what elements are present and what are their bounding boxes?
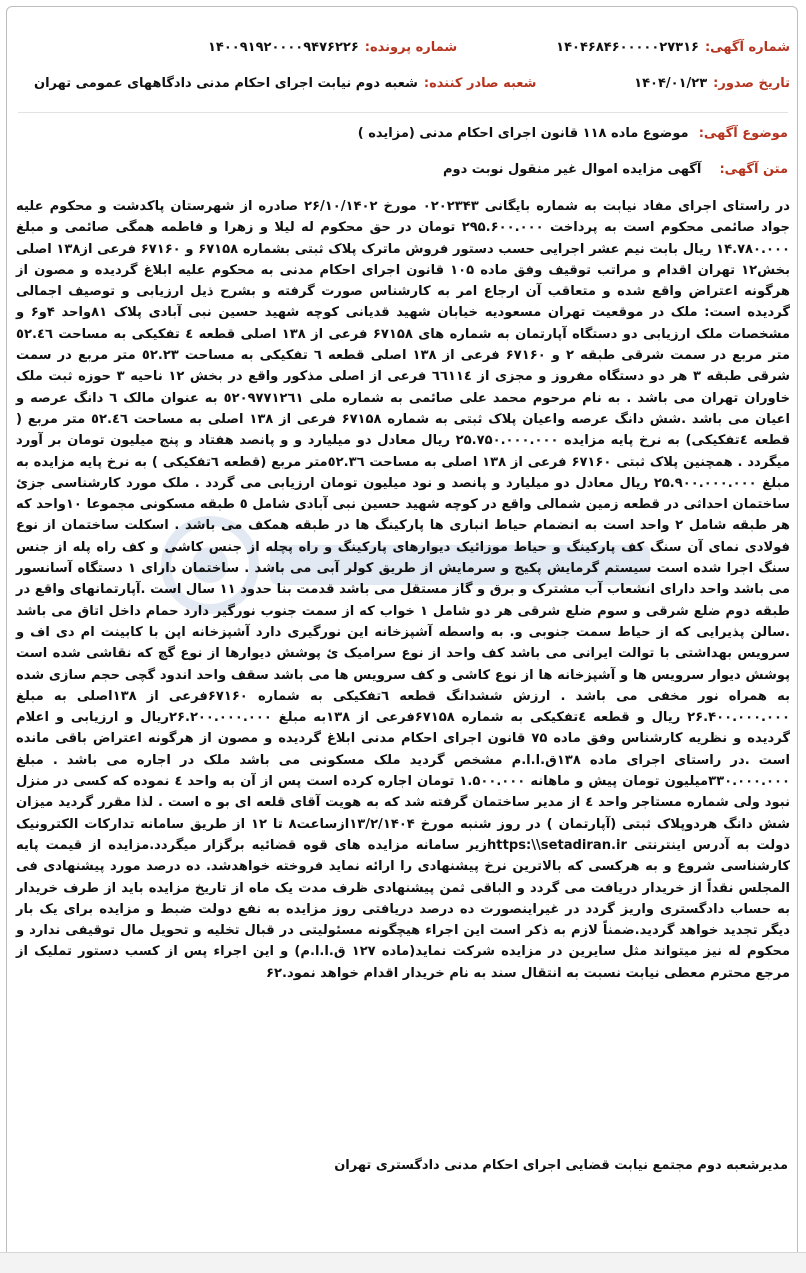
case-number-label: شماره پرونده: — [364, 40, 458, 55]
ad-number-row — [556, 40, 790, 55]
ad-body-text — [16, 196, 790, 984]
ad-text-title-row — [443, 162, 788, 177]
ad-text-title: آگهی مزایده اموال غیر منقول نوبت دوم — [443, 162, 702, 177]
ad-body-part-2: زیر سامانه مزایده های قوه قضائیه برگزار میگردد.مزایده از قیمت پایه کارشناسی شروع و به هرکسی که بالاترین نرخ پیشنهادی را ارائه نماید فروخته خواهدشد. ده درصد مورد پیشنهادی فی المجلس نقداً از خریدار دریافت می گردد و الباقی ثمن پیشنهادی ظرف مدت یک ماه از تاریخ مزایده باید از طرف خریدار به حساب دادگستری واریز گردد در غیراینصورت ده درصد دریافتی روز مزایده به نفع دولت ضبط و مزایده برای یک بار دیگر تجدید خواهد گردید.ضمناً لازم به ذکر است این اجراء هیچگونه مسئولیتی در قبال تخلیه و تحویل مال توقیفی ندارد و محکوم له نیز میتواند مثل سایرین در مزایده شرکت نماید(ماده ۱۲۷ ق.ا.ا.م) و این اجراء پس از کسب دستور تملیک از مرجع محترم معطی نیابت نسبت به انتقال سند به نام خریدار اقدام خواهد نمود.۶۲ — [16, 837, 791, 981]
issue-date-row — [634, 76, 790, 91]
issuer-value: شعبه دوم نیابت اجرای احکام مدنی دادگاههای عمومی تهران — [34, 76, 418, 91]
case-number-row — [208, 40, 457, 55]
ad-number-value: ۱۴۰۴۶۸۴۶۰۰۰۰۰۲۷۳۱۶ — [556, 40, 699, 55]
bottom-scrollbar[interactable] — [0, 1252, 806, 1273]
issuer-label: شعبه صادر کننده: — [423, 76, 537, 91]
ad-number-label: شماره آگهی: — [704, 40, 790, 55]
issue-date-label: تاریخ صدور: — [713, 76, 790, 91]
subject-value: موضوع ماده ۱۱۸ قانون اجرای احکام مدنی (مزایده ) — [357, 126, 689, 141]
case-number-value: ۱۴۰۰۹۱۹۲۰۰۰۰۹۴۷۶۲۲۶ — [208, 40, 359, 55]
signature-line: مدیرشعبه دوم مجتمع نیابت قضایی اجرای احکام مدنی دادگستری تهران — [334, 1158, 788, 1173]
header-divider — [18, 112, 788, 113]
ad-body-part-1: در راستای اجرای مفاد نیابت به شماره بایگانی ۰۲۰۲۳۴۳ مورخ ۲۶/۱۰/۱۴۰۲ صادره از شهرستان پاکدشت و محکوم علیه جواد صائمی محکوم است به پرداخت ۲۹۵.۶۰۰.۰۰۰ تومان در حق محکوم له لیلا و زهرا و فاطمه همگی صائمی و مبلغ ۱۴.۷۸۰.۰۰۰ ریال بابت نیم عشر اجرایی حسب دستور فروش ماترک پلاک ثبتی بشماره ۶۷۱۵۸ و ۶۷۱۶۰ فرعی از۱۳۸ اصلی بخش۱۲ تهران اقدام و مراتب توقیف وفق ماده ۱۰۵ قانون اجرای احکام مدنی به محکوم علیه ابلاغ گردیده و مصون از هرگونه اعتراض واقع شده و متعاقب آن ارجاع امر به کارشناس صورت گرفته و بشرح ذیل ارزیابی و توصیف اجمالی گردیده است: ملک در موقعیت تهران مسعودیه خیابان شهید قدیانی کوچه شهید حسین نبی آبادی پلاک ۸۱واحد ۴و۶ و مشخصات ملک ارزیابی دو دستگاه آپارتمان به شماره های ۶۷۱۵۸ فرعی از ۱۳۸ اصلی قطعه ٤ تفکیکی به مساحت ٥٢.٤٦ متر مربع در سمت شرقی طبقه ۲ و ۶۷۱۶۰ فرعی از ۱۳۸ اصلی قطعه ٦ تفکیکی به مساحت ٥٢.٢٣ متر مربع در سمت شرقی طبقه ۳ هر دو دستگاه مفروز و مجزی از ٦٦١١٤ فرعی از اصلی مذکور واقع در بخش ١٢ ناحیه ٣ حوزه ثبت ملک خاوران تهران می باشد . به نام مرحوم محمد علی صائمی به شماره ملی ٥٢٠٩٧٧١٢٦١ به عنوان مالک ٦ دانگ عرصه و اعیان می باشد .شش دانگ عرصه واعیان پلاک ثبتی به شماره ۶۷۱۵۸ فرعی از ۱۳۸ اصلی به مساحت ٥٢.٤٦ متر مربع ( قطعه ٤تفکیکی) به نرخ پایه مزایده ۲۵.۷۵۰.۰۰۰.۰۰۰ ریال معادل دو میلیارد و و پانصد هفتاد و پنج میلیون تومان بر آورد میگردد . همچنین پلاک ثبتی ۶۷۱۶۰ فرعی از ۱۳۸ اصلی به مساحت ٥٢.٣٦متر مربع (قطعه ٦تفکیکی ) به نرخ پایه مزایده به مبلغ ۲۵.۹۰۰.۰۰۰.۰۰۰ ریال معادل دو میلیارد و پانصد و نود میلیون تومان ارزیابی می گردد . ملک مورد کارشناسی جزئ ساختمان احداثی در قطعه زمین شمالی واقع در کوچه شهید حسین نبی آبادی شامل ٥ طبقه مسکونی مجموعا ۱۰واحد که هر طبقه شامل ۲ واحد است به انضمام حیاط انباری ها پارکینگ ها در طبقه همکف می باشد . اسکلت ساختمان از نوع فولادی نمای آن سنگ کف پارکینگ و حیاط موزائیک دیوارهای پارکینگ و راه پچله از جنس کاشی و کف راه پله از جنس سنگ اجرا شده است سیستم گرمایش پکیج و سرمایش از طریق کولر آبی می باشد . ساختمان دارای ۱ دستگاه آسانسور می باشد واحد دارای انشعاب آب مشترک و برق و گاز مستقل می باشد قدمت بنا حدود ۱۱ سال است .آپارتمانهای واقع در طبقه دوم ضلع شرقی و سوم ضلع شرقی هر دو شامل ۱ خواب که از سمت جنوب نورگیر دارد حمام داخل اتاق می باشد .سالن پذیرایی که از حیاط سمت جنوبی و. به واسطه آشپزخانه این نورگیری دارد آشپزخانه اپن با کابینت ام دی اف و سرویس بهداشتی با توالت ایرانی می باشد کف واحد از نوع سرامیک ئ پوشش دیوارها از نوع گچ که نقاشی شده است پوشش دیوار سرویس ها و آشپزخانه ها از نوع کاشی و کف سرویس ها می باشد سقف واحد اندود گچی حجم سازی شده به همراه نور مخفی می باشد . ارزش ششدانگ قطعه ٦تفکیکی به شماره ۶۷۱۶۰فرعی از ۱۳۸اصلی به مبلغ ۲۶.۴۰۰.۰۰۰.۰۰۰ ریال و قطعه ٤تفکیکی به شماره ۶۷۱۵۸فرعی از ۱۳۸به مبلغ ۲۶.۲۰۰.۰۰۰.۰۰۰ریال و ارزیابی و اعلام گردیده و نظریه کارشناس وفق ماده ۷۵ قانون اجرای احکام مدنی ابلاغ گردیده و مصون از هرگونه اعتراض باقی مانده است .در راستای اجرای ماده ۱۳۸ق.ا.ا.م مشخص گردید ملک مسکونی می باشد ملک در اجاره می باشد . مبلغ ۳۳۰.۰۰۰.۰۰۰میلیون تومان پیش و ماهانه ۱.۵۰۰.۰۰۰ تومان اجاره کرده است پس از آن به واحد ٤ نموده که کسی در منزل نبود ولی شماره مستاجر واحد ٤ از مدیر ساختمان گرفته شد که به هویت آقای قلعه ای بو ه است . لذا مقرر گردید میزان شش دانگ هردوپلاک ثبتی (آپارتمان ) در روز شنبه مورخ ۱۳/۲/۱۴۰۴ازساعت۸ تا ۱۲ از طریق سامانه تدارکات الکترونیک دولت به آدرس اینترنتی — [16, 199, 791, 853]
setadiran-link[interactable]: https:\\setadiran.ir — [486, 837, 627, 853]
subject-row — [358, 126, 788, 141]
issue-date-value: ۱۴۰۴/۰۱/۲۳ — [634, 76, 708, 91]
ad-text-label: متن آگهی: — [719, 162, 788, 177]
issuer-row — [34, 76, 536, 91]
subject-label: موضوع آگهی: — [698, 126, 788, 141]
